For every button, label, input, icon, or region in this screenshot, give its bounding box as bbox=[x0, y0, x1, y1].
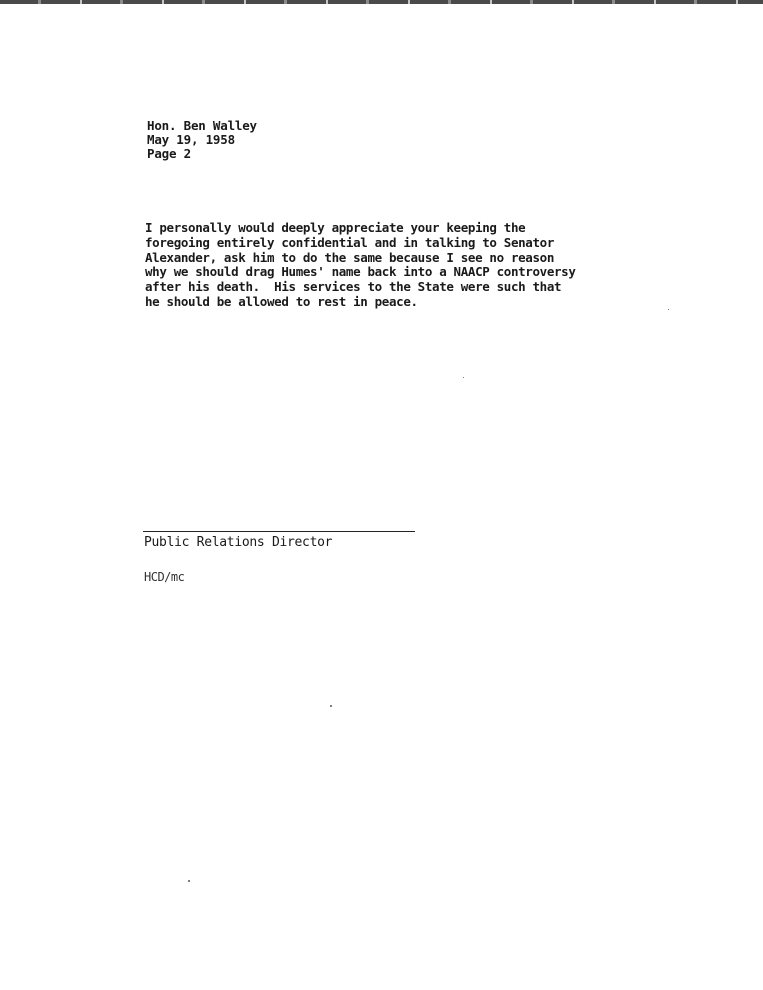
reference-initials: HCD/mc bbox=[144, 570, 185, 584]
letter-body bbox=[145, 221, 705, 310]
body-line: he should be allowed to rest in peace. bbox=[145, 293, 418, 309]
page-number: Page 2 bbox=[147, 146, 191, 161]
scan-speck bbox=[463, 377, 464, 378]
letter-date: May 19, 1958 bbox=[147, 132, 235, 147]
addressee: Hon. Ben Walley bbox=[147, 118, 257, 133]
body-line: I personally would deeply appreciate your keeping the bbox=[145, 220, 526, 235]
scan-speck bbox=[668, 309, 669, 310]
body-line: foregoing entirely confidential and in talking to Senator bbox=[145, 234, 555, 250]
body-line: after his death. His services to the State were such that bbox=[145, 279, 562, 295]
page-top-edge bbox=[0, 0, 763, 4]
body-line: why we should drag Humes' name back into a NAACP controversy bbox=[145, 264, 576, 280]
scan-speck bbox=[330, 705, 332, 707]
scan-speck bbox=[188, 880, 190, 882]
body-line: Alexander, ask him to do the same because I see no reason bbox=[145, 249, 555, 265]
signature-line bbox=[143, 531, 415, 532]
signature-title: Public Relations Director bbox=[144, 535, 333, 550]
letter-header bbox=[147, 119, 257, 161]
